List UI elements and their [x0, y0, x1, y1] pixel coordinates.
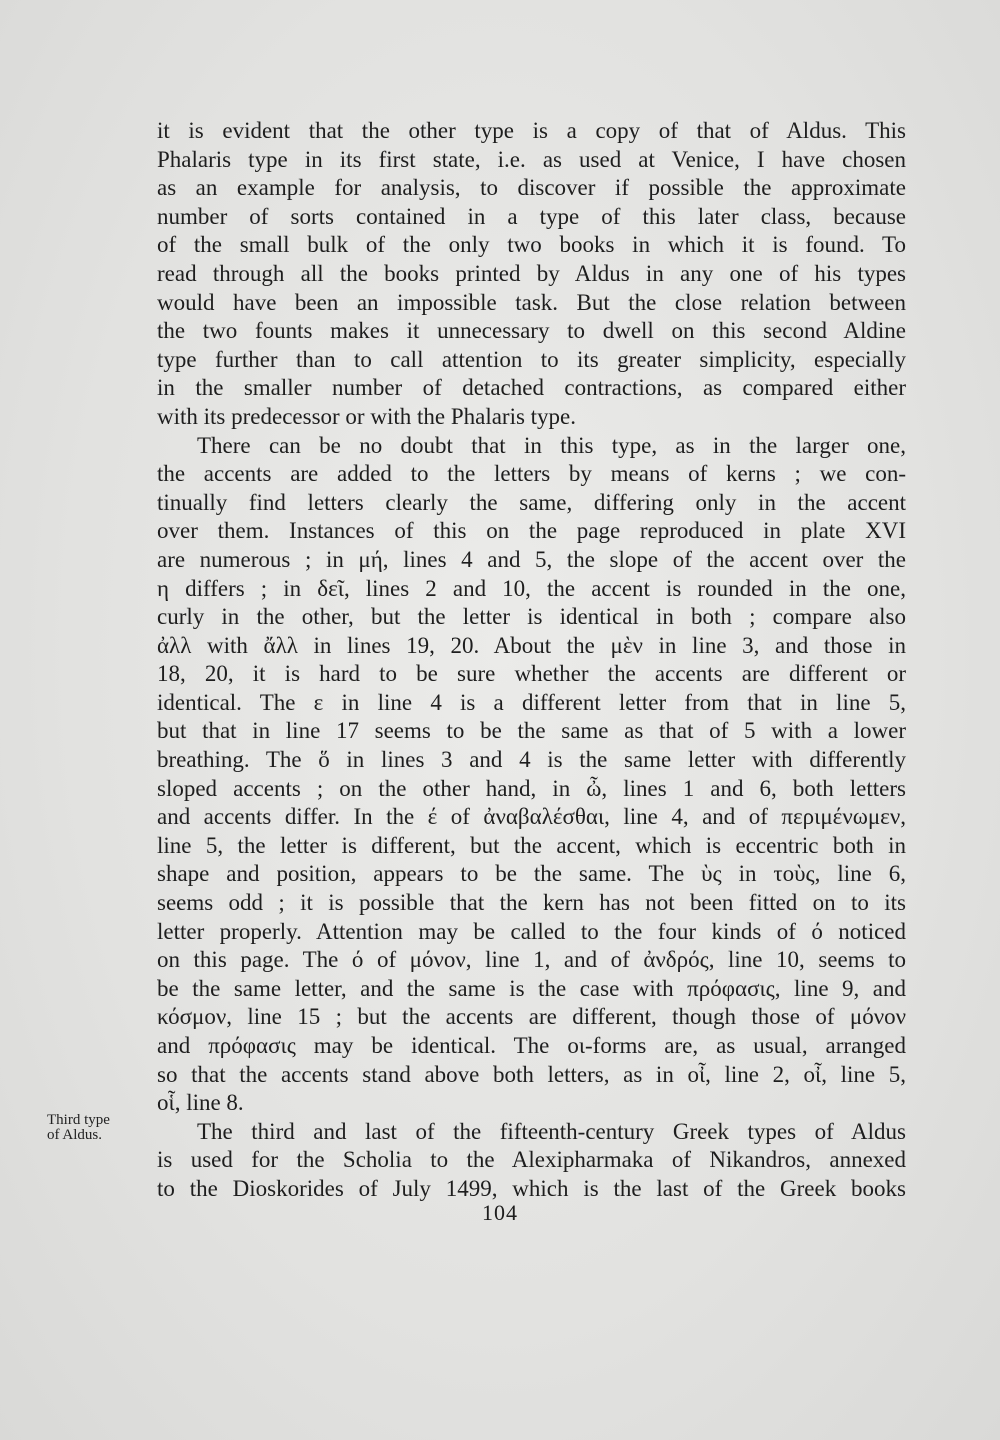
- margin-note-line-2: of Aldus.: [47, 1127, 103, 1143]
- text-line: sloped accents ; on the other hand, in ὦ, lines 1 and 6, both letters: [157, 775, 906, 801]
- text-line: breathing. The ὅ in lines 3 and 4 is the same letter with differently: [157, 747, 906, 773]
- text-line: on this page. The ό of μόνον, line 1, and of ἀνδρός, line 10, seems to: [157, 947, 906, 973]
- text-line: the accents are added to the letters by means of kerns ; we con-: [157, 461, 906, 487]
- text-line: in the smaller number of detached contractions, as compared either: [157, 375, 906, 401]
- text-line: There can be no doubt that in this type, as in the larger one,: [197, 432, 906, 458]
- text-line: would have been an impossible task. But the close relation between: [157, 289, 906, 315]
- text-line: are numerous ; in μή, lines 4 and 5, the slope of the accent over the: [157, 546, 906, 572]
- page-number: 104: [482, 1200, 518, 1225]
- text-line: tinually find letters clearly the same, differing only in the accent: [157, 489, 906, 515]
- text-line: with its predecessor or with the Phalaris type.: [157, 403, 577, 429]
- text-line: it is evident that the other type is a copy of that of Aldus. This: [157, 118, 906, 143]
- text-line: letter properly. Attention may be called to the four kinds of ό noticed: [157, 918, 906, 944]
- text-line: curly in the other, but the letter is identical in both ; compare also: [157, 604, 906, 630]
- text-line: and πρόφασις may be identical. The οι-forms are, as usual, arranged: [157, 1033, 906, 1058]
- text-line: read through all the books printed by Aldus in any one of his types: [157, 260, 906, 286]
- text-line: shape and position, appears to be the same. The ὺς in τοὺς, line 6,: [157, 861, 906, 887]
- text-line: The third and last of the fifteenth-century Greek types of Aldus: [197, 1118, 906, 1144]
- text-line: Phalaris type in its first state, i.e. as used at Venice, I have chosen: [157, 146, 906, 172]
- text-line: be the same letter, and the same is the case with πρόφασις, line 9, and: [157, 975, 906, 1001]
- text-line: κόσμον, line 15 ; but the accents are different, though those of μόνον: [157, 1004, 906, 1030]
- margin-note-line-1: Third type: [47, 1112, 110, 1128]
- text-line: but that in line 17 seems to be the same as that of 5 with a lower: [157, 718, 906, 744]
- text-line: as an example for analysis, to discover if possible the approximate: [157, 175, 906, 201]
- text-line: number of sorts contained in a type of this later class, because: [157, 203, 906, 229]
- text-line: οἷ, line 8.: [157, 1090, 244, 1116]
- text-line: over them. Instances of this on the page reproduced in plate XVI: [157, 518, 906, 544]
- text-line: so that the accents stand above both letters, as in οἶ, line 2, οἶ, line 5,: [157, 1061, 906, 1087]
- text-line: ἀλλ with ἄλλ in lines 19, 20. About the μὲν in line 3, and those in: [157, 632, 906, 658]
- text-line: of the small bulk of the only two books in which it is found. To: [157, 232, 906, 258]
- text-line: to the Dioskorides of July 1499, which is the last of the Greek books: [157, 1175, 906, 1201]
- text-line: and accents differ. In the έ of ἀναβαλέσθαι, line 4, and of περιμένωμεν,: [157, 804, 906, 830]
- text-line: the two founts makes it unnecessary to dwell on this second Aldine: [157, 318, 906, 344]
- text-line: is used for the Scholia to the Alexipharmaka of Nikandros, annexed: [157, 1147, 906, 1173]
- text-line: η differs ; in δεῖ, lines 2 and 10, the accent is rounded in the one,: [157, 575, 906, 601]
- text-line: seems odd ; it is possible that the kern has not been fitted on to its: [157, 890, 906, 916]
- text-line: identical. The ε in line 4 is a different letter from that in line 5,: [157, 689, 906, 715]
- text-line: 18, 20, it is hard to be sure whether the accents are different or: [157, 661, 906, 687]
- body-text: [157, 117, 906, 1204]
- text-line: type further than to call attention to its greater simplicity, especially: [157, 346, 906, 372]
- margin-note: [47, 1113, 147, 1143]
- text-line: line 5, the letter is different, but the accent, which is eccentric both in: [157, 832, 906, 858]
